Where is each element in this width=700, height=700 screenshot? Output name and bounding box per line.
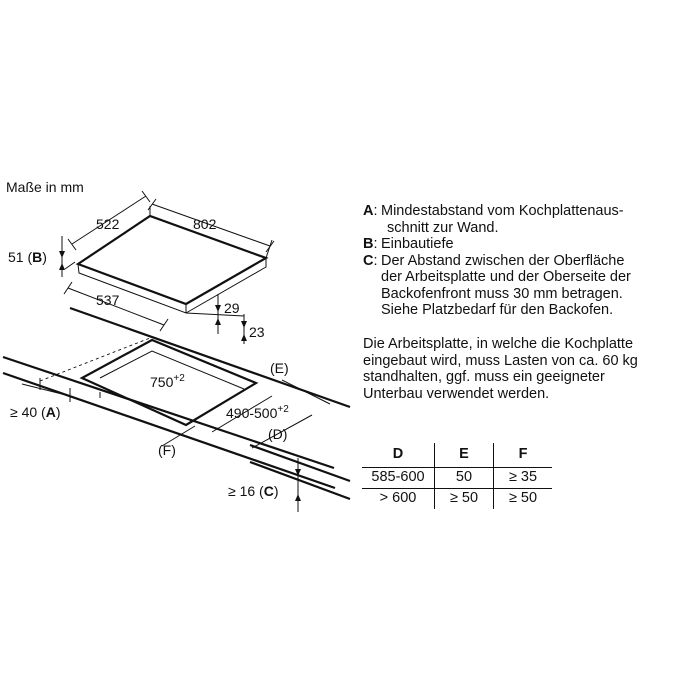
arrow	[59, 263, 65, 270]
table-row	[362, 489, 552, 510]
table-row	[362, 468, 552, 489]
table-cell: ≥ 50	[435, 489, 494, 510]
table-header: D	[362, 443, 435, 468]
note-line: Unterbau verwendet werden.	[363, 385, 550, 402]
legend-line: schnitt zur Wand.	[387, 219, 499, 236]
dim-line-e	[282, 380, 330, 404]
dim-522: 522	[96, 216, 120, 232]
dim-750-text: $750^{+2}$	[150, 373, 185, 390]
arrow	[59, 251, 65, 258]
dim-51-text: 51 (B)	[8, 249, 47, 265]
dim-tick	[68, 239, 76, 250]
legend-text	[381, 253, 693, 319]
note-line: eingebaut wird, muss Lasten von ca. 60 kg	[363, 352, 638, 369]
dim-c-text: ≥ 16 (C)	[228, 483, 279, 499]
dim-tick	[160, 319, 168, 331]
units-label: Maße in mm	[6, 179, 84, 195]
legend-line: Backofenfront muss 30 mm betragen.	[381, 285, 623, 302]
legend-text	[381, 236, 693, 253]
label-f: (F)	[158, 442, 176, 458]
legend-item-a	[363, 203, 693, 236]
arrow	[215, 318, 221, 325]
legend-line: Der Abstand zwischen der Oberfläche	[381, 252, 625, 269]
dim-537: 537	[96, 292, 120, 308]
dim-ext-line	[266, 240, 272, 258]
legend-line: Mindestabstand vom Kochplattenaus-	[381, 203, 624, 219]
legend-line: Siehe Platzbedarf für den Backofen.	[381, 302, 614, 318]
label-e: (E)	[270, 360, 289, 376]
dim-c	[228, 458, 301, 512]
note-line: Die Arbeitsplatte, in welche die Kochplatte	[363, 336, 634, 352]
label-d: (D)	[268, 426, 288, 442]
legend-item-b	[363, 236, 693, 253]
dim-a	[10, 378, 70, 420]
dim-29: 29	[224, 300, 240, 316]
load-note	[363, 336, 693, 402]
table-header: E	[435, 443, 494, 468]
legend-item-c	[363, 253, 693, 319]
legend-text	[381, 203, 693, 236]
table-cell: ≥ 50	[508, 490, 538, 506]
legend	[363, 203, 693, 319]
note-line: standhalten, ggf. muss ein geeigneter	[363, 369, 605, 385]
dim-23: 23	[249, 324, 265, 340]
dim-line-a	[22, 384, 70, 396]
legend-key: A:	[363, 203, 378, 219]
table-cell: ≥ 35	[494, 468, 553, 489]
table-cell: > 600	[362, 489, 435, 510]
table-cell: 50	[435, 468, 494, 489]
clearance-table	[362, 443, 552, 509]
table-header: F	[494, 443, 553, 468]
arrow	[241, 321, 247, 328]
dim-490-text: $490-500^{+2}$	[226, 404, 289, 421]
legend-key: C:	[363, 252, 378, 269]
arrow	[215, 305, 221, 312]
dim-ext-line	[65, 262, 75, 269]
arrow	[295, 494, 301, 501]
dim-802: 802	[193, 216, 217, 232]
dim-tick	[64, 282, 72, 294]
table-header-row	[362, 443, 552, 468]
legend-key: B:	[363, 236, 378, 252]
dim-tick	[142, 191, 150, 202]
dim-a-text: ≥ 40 (A)	[10, 404, 61, 420]
arrow	[241, 334, 247, 341]
table-cell: 585-600	[362, 468, 435, 489]
legend-line: der Arbeitsplatte und der Oberseite der	[381, 269, 631, 285]
hob-dimensions	[8, 191, 274, 344]
legend-line: Einbautiefe	[381, 236, 454, 252]
